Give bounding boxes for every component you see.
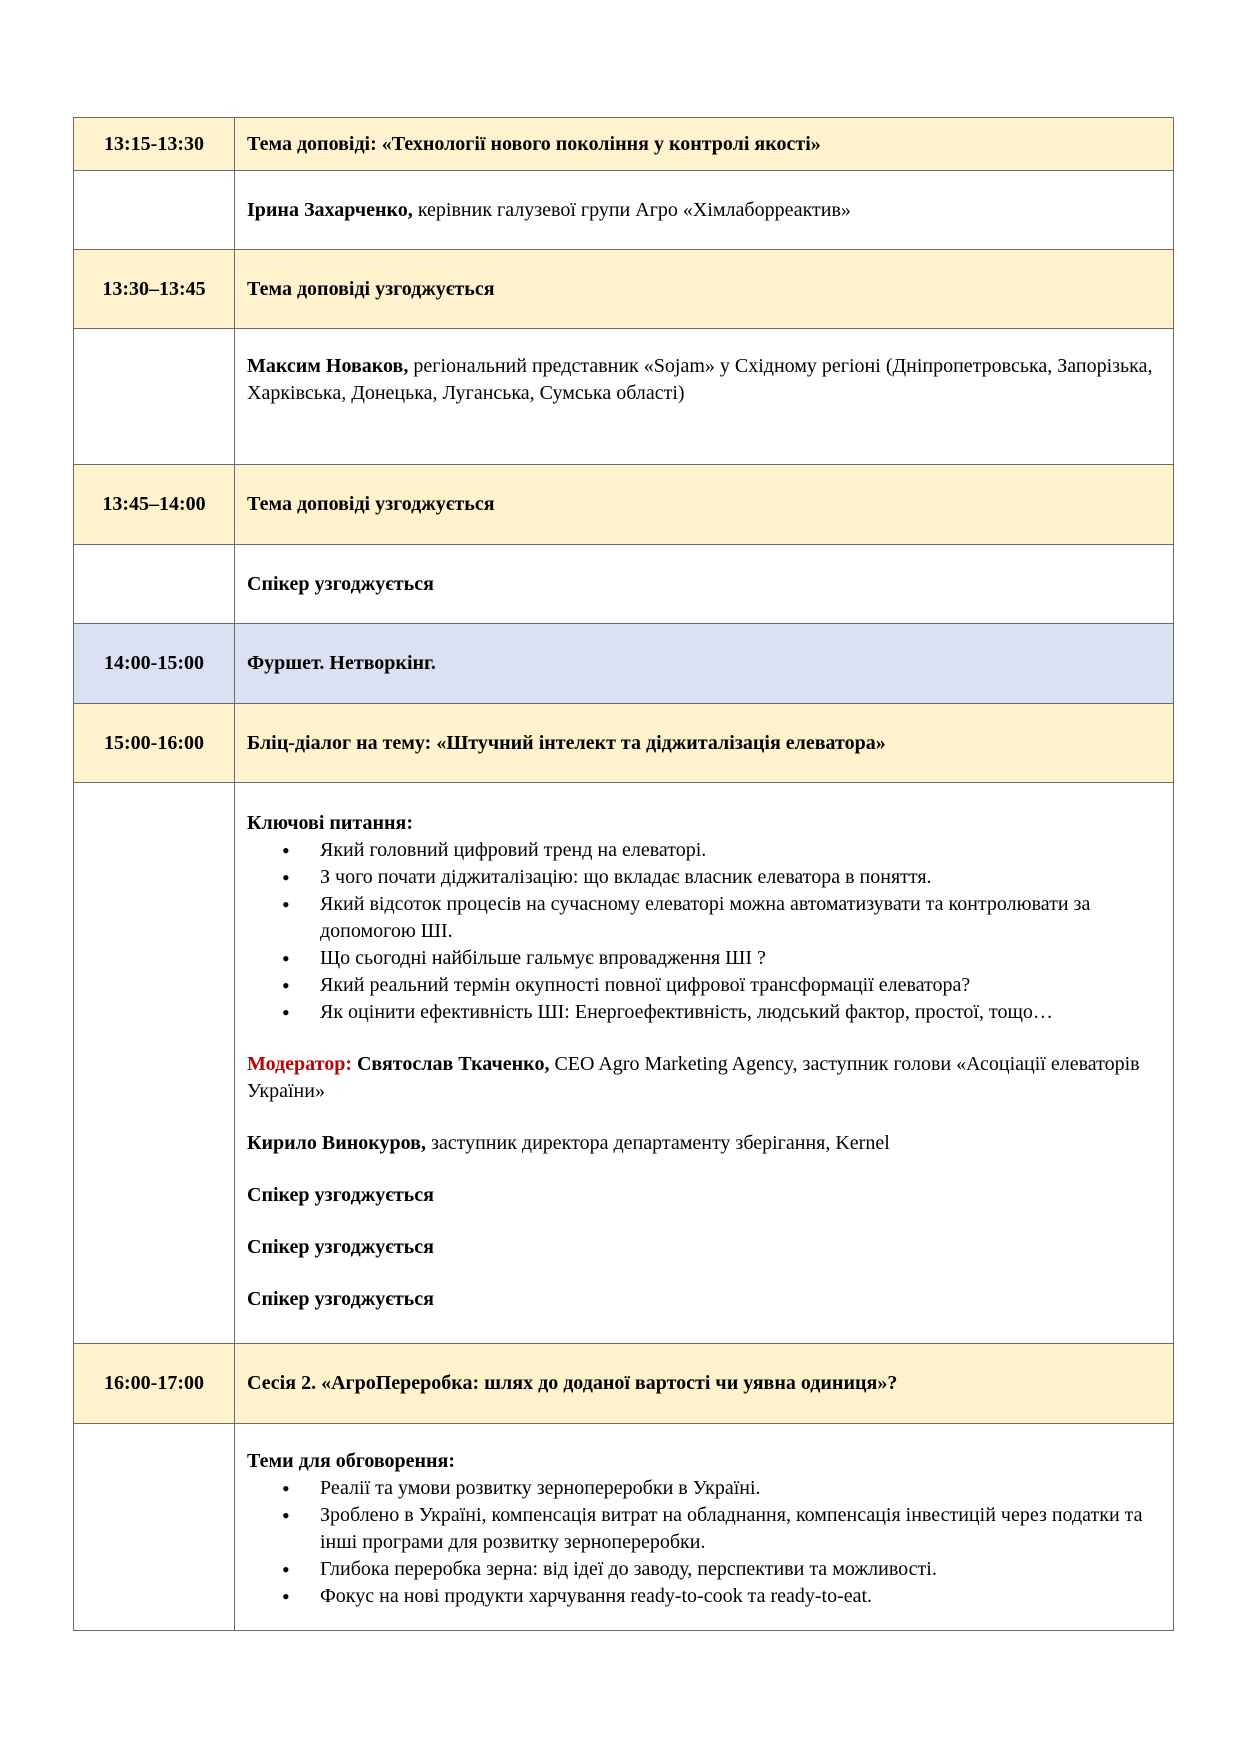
list-item: • Глибока переробка зерна: від ідеї до заводу, перспективи та можливості.: [320, 1556, 1161, 1583]
agenda-row: [74, 329, 1174, 465]
time-slot-empty: [74, 329, 235, 465]
break-title: Фуршет. Нетворкінг.: [235, 624, 1174, 704]
agenda-row: [74, 704, 1174, 783]
speaker-tbd: Спікер узгоджується: [235, 545, 1174, 624]
talk-title: Тема доповіді узгоджується: [235, 250, 1174, 329]
list-item: • Фокус на нові продукти харчування ready-to-cook та ready-to-eat.: [320, 1583, 1161, 1610]
speaker-name: Кирило Винокуров,: [247, 1132, 426, 1154]
questions-list: [247, 837, 1161, 1026]
speaker-role: керівник галузевої групи Агро «Хімлаборреактив»: [412, 198, 851, 221]
discussion-cell: [235, 783, 1174, 1344]
section-heading: Теми для обговорення:: [247, 1450, 456, 1472]
list-item: • Зроблено в Україні, компенсація витрат на обладнання, компенсація інвестицій через податки та інші програми для розвитку зернопереробки.: [320, 1502, 1161, 1556]
time-slot-empty: [74, 545, 235, 624]
agenda-row: [74, 783, 1174, 1344]
agenda-row: [74, 1424, 1174, 1631]
speaker-tbd: Спікер узгоджується: [247, 1184, 434, 1206]
speaker-tbd: Спікер узгоджується: [247, 1236, 434, 1258]
session-title: Сесія 2. «АгроПереробка: шлях до доданої вартості чи уявна одиниця»?: [235, 1344, 1174, 1424]
list-item: • Який реальний термін окупності повної цифрової трансформації елеватора?: [320, 972, 1161, 999]
time-slot: 13:15-13:30: [74, 118, 235, 171]
agenda-table: [73, 117, 1174, 1631]
list-item: • Як оцінити ефективність ШІ: Енергоефективність, людський фактор, простої, тощо…: [320, 999, 1161, 1026]
time-slot: 14:00-15:00: [74, 624, 235, 704]
time-slot: 13:30–13:45: [74, 250, 235, 329]
list-item: • Який відсоток процесів на сучасному елеваторі можна автоматизувати та контролювати за допомогою ШІ.: [320, 891, 1161, 945]
speaker-name: Ірина Захарченко,: [247, 198, 413, 221]
speaker-line: [247, 1130, 1161, 1157]
talk-title: Тема доповіді узгоджується: [235, 465, 1174, 545]
speaker-name: Максим Новаков,: [247, 355, 409, 377]
agenda-row: [74, 1344, 1174, 1424]
speaker-role: заступник директора департаменту зберігання, Kernel: [425, 1132, 890, 1154]
list-item: • Реалії та умови розвитку зернопереробки в Україні.: [320, 1475, 1161, 1502]
time-slot: 16:00-17:00: [74, 1344, 235, 1424]
time-slot-empty: [74, 783, 235, 1344]
time-slot-empty: [74, 171, 235, 250]
talk-title: Тема доповіді: «Технології нового покоління у контролі якості»: [235, 118, 1174, 171]
moderator-label: Модератор:: [247, 1053, 352, 1075]
list-item: • Який головний цифровий тренд на елеваторі.: [320, 837, 1161, 864]
speaker-role: регіональний представник «Sojam» у Східному регіоні (Дніпропетровська, Запорізька, Харківська, Донецька, Луганська, Сумська області): [247, 355, 1153, 404]
agenda-row: [74, 118, 1174, 171]
time-slot: 13:45–14:00: [74, 465, 235, 545]
agenda-row: [74, 250, 1174, 329]
moderator-role: CEO Agro Marketing Agency, заступник голови «Асоціації елеваторів України»: [247, 1053, 1140, 1102]
speaker-tbd: Спікер узгоджується: [247, 1288, 434, 1310]
moderator-name: Святослав Ткаченко,: [351, 1053, 550, 1075]
agenda-row: [74, 624, 1174, 704]
agenda-row: [74, 465, 1174, 545]
list-item: • Що сьогодні найбільше гальмує впровадження ШІ ?: [320, 945, 1161, 972]
agenda-row: [74, 545, 1174, 624]
agenda-row: [74, 171, 1174, 250]
section-heading: Ключові питання:: [247, 812, 414, 834]
discussion-cell: [235, 1424, 1174, 1631]
talk-title: Бліц-діалог на тему: «Штучний інтелект та діджиталізація елеватора»: [235, 704, 1174, 783]
time-slot-empty: [74, 1424, 235, 1631]
time-slot: 15:00-16:00: [74, 704, 235, 783]
topics-list: [247, 1475, 1161, 1610]
speaker-cell: [235, 171, 1174, 250]
list-item: • З чого почати діджиталізацію: що вкладає власник елеватора в поняття.: [320, 864, 1161, 891]
speaker-cell: [235, 329, 1174, 465]
moderator-line: [247, 1051, 1161, 1105]
